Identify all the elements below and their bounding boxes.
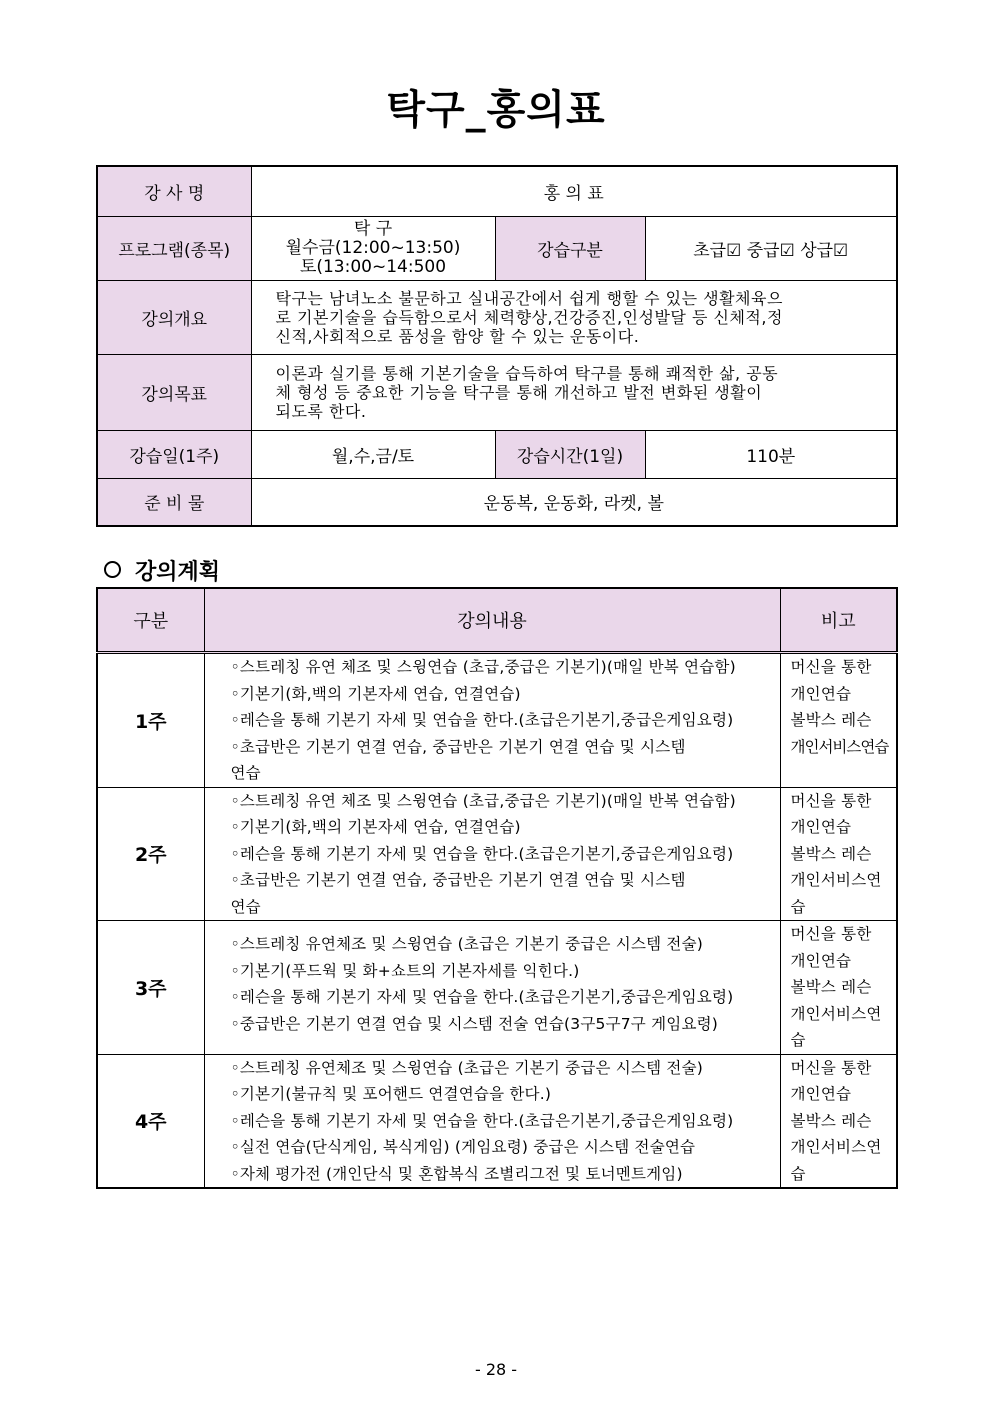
content-line: ◦중급반은 기본기 연결 연습 및 시스템 전술 연습(3구5구7구 게임요령) bbox=[230, 1014, 719, 1033]
plan-table bbox=[96, 587, 898, 1189]
note-line: 머신을 통한 bbox=[790, 658, 872, 676]
week-note bbox=[780, 921, 897, 1055]
content-line: ◦초급반은 기본기 연결 연습, 중급반은 기본기 연결 연습 및 시스템 bbox=[230, 871, 686, 889]
note-line: 개인서비스연 bbox=[790, 871, 882, 889]
content-line: ◦스트레칭 유연체조 및 스윙연습 (초급은 기본기 중급은 시스템 전술) bbox=[230, 935, 704, 953]
content-line: ◦실전 연습(단식게임, 복식게임) (게임요령) 중급은 시스템 전술연습 bbox=[230, 1138, 696, 1156]
overview-line: 신적,사회적으로 품성을 함양 할 수 있는 운동이다. bbox=[275, 326, 640, 346]
note-line: 머신을 통한 bbox=[790, 1058, 872, 1077]
note-line: 개인연습 bbox=[790, 951, 852, 970]
note-line: 머신을 통한 bbox=[790, 925, 872, 943]
level-value: 초급☑ 중급☑ 상급☑ bbox=[645, 216, 897, 280]
note-line: 개인연습 bbox=[790, 818, 852, 836]
week-label: 4주 bbox=[97, 1054, 204, 1188]
time-label: 강습시간(1일) bbox=[495, 430, 645, 478]
days-value: 월,수,금/토 bbox=[251, 430, 495, 478]
program-line: 토(13:00~14:500 bbox=[299, 256, 447, 277]
week-note bbox=[780, 1054, 897, 1188]
goal-line: 체 형성 등 중요한 기능을 탁구를 통해 개선하고 발전 변화된 생활이 bbox=[275, 382, 763, 402]
week-note bbox=[780, 787, 897, 921]
content-line: ◦레슨을 통해 기본기 자세 및 연습을 한다.(초급은기본기,중급은게임요령) bbox=[230, 711, 734, 729]
note-line: 개인서비스연습 bbox=[790, 737, 889, 756]
header-note: 비고 bbox=[780, 588, 897, 653]
info-table bbox=[96, 165, 898, 527]
note-line: 머신을 통한 bbox=[790, 791, 872, 810]
content-line: ◦초급반은 기본기 연결 연습, 중급반은 기본기 연결 연습 및 시스템 bbox=[230, 737, 686, 756]
content-line: 연습 bbox=[230, 897, 261, 916]
level-label: 강습구분 bbox=[495, 216, 645, 280]
content-line: 연습 bbox=[230, 764, 261, 782]
goal-line: 이론과 실기를 통해 기본기술을 습득하여 탁구를 통해 쾌적한 삶, 공동 bbox=[275, 363, 779, 383]
note-line: 개인서비스연 bbox=[790, 1138, 882, 1156]
header-content: 강의내용 bbox=[204, 588, 780, 653]
content-line: ◦기본기(화,백의 기본자세 연습, 연결연습) bbox=[230, 818, 521, 836]
program-line: 탁 구 bbox=[353, 218, 393, 239]
plan-section-heading bbox=[104, 555, 220, 586]
supplies-label: 준 비 물 bbox=[97, 478, 251, 526]
week-content bbox=[204, 653, 780, 788]
content-line: ◦스트레칭 유연체조 및 스윙연습 (초급은 기본기 중급은 시스템 전술) bbox=[230, 1058, 704, 1077]
note-line: 개인연습 bbox=[790, 1085, 852, 1103]
content-line: ◦기본기(불규칙 및 포어핸드 연결연습을 한다.) bbox=[230, 1085, 552, 1103]
content-line: ◦기본기(화,백의 기본자세 연습, 연결연습) bbox=[230, 684, 521, 703]
goal-text bbox=[251, 354, 897, 430]
week-content bbox=[204, 1054, 780, 1188]
note-line: 볼박스 레슨 bbox=[790, 1111, 872, 1130]
goal-line: 되도록 한다. bbox=[275, 401, 367, 421]
content-line: ◦레슨을 통해 기본기 자세 및 연습을 한다.(초급은기본기,중급은게임요령) bbox=[230, 844, 734, 863]
instructor-value: 홍 의 표 bbox=[251, 166, 897, 216]
week-label: 3주 bbox=[97, 921, 204, 1055]
note-line: 습 bbox=[790, 1031, 806, 1049]
table-row bbox=[97, 1054, 897, 1188]
circle-bullet-icon bbox=[104, 561, 121, 578]
content-line: ◦레슨을 통해 기본기 자세 및 연습을 한다.(초급은기본기,중급은게임요령) bbox=[230, 1111, 734, 1130]
week-content bbox=[204, 787, 780, 921]
note-line: 개인서비스연 bbox=[790, 1004, 882, 1023]
table-row bbox=[97, 653, 897, 788]
plan-section-title: 강의계획 bbox=[135, 560, 221, 585]
week-label: 1주 bbox=[97, 653, 204, 788]
program-value bbox=[251, 216, 495, 280]
content-line: ◦스트레칭 유연 체조 및 스윙연습 (초급,중급은 기본기)(매일 반복 연습함) bbox=[230, 791, 736, 810]
program-label: 프로그램(종목) bbox=[97, 216, 251, 280]
content-line: ◦레슨을 통해 기본기 자세 및 연습을 한다.(초급은기본기,중급은게임요령) bbox=[230, 988, 734, 1006]
table-row bbox=[97, 921, 897, 1055]
week-note bbox=[780, 653, 897, 788]
note-line: 습 bbox=[790, 897, 806, 916]
overview-label: 강의개요 bbox=[97, 280, 251, 354]
week-label: 2주 bbox=[97, 787, 204, 921]
page-title: 탁구_홍의표 bbox=[386, 87, 606, 133]
header-week: 구분 bbox=[97, 588, 204, 653]
note-line: 개인연습 bbox=[790, 684, 852, 703]
days-label: 강습일(1주) bbox=[97, 430, 251, 478]
week-content bbox=[204, 921, 780, 1055]
content-line: ◦기본기(푸드웍 및 화+쇼트의 기본자세를 익힌다.) bbox=[230, 961, 580, 980]
note-line: 볼박스 레슨 bbox=[790, 978, 872, 996]
note-line: 볼박스 레슨 bbox=[790, 711, 872, 729]
page-number: - 28 - bbox=[474, 1360, 518, 1379]
overview-line: 로 기본기술을 습득함으로서 체력향상,건강증진,인성발달 등 신체적,정 bbox=[275, 307, 783, 327]
table-row bbox=[97, 787, 897, 921]
content-line: ◦자체 평가전 (개인단식 및 혼합복식 조별리그전 및 토너멘트게임) bbox=[230, 1164, 683, 1183]
overview-text bbox=[251, 280, 897, 354]
overview-line: 탁구는 남녀노소 불문하고 실내공간에서 쉽게 행할 수 있는 생활체육으 bbox=[275, 288, 783, 308]
note-line: 볼박스 레슨 bbox=[790, 844, 872, 863]
content-line: ◦스트레칭 유연 체조 및 스윙연습 (초급,중급은 기본기)(매일 반복 연습함) bbox=[230, 658, 736, 676]
time-value: 110분 bbox=[645, 430, 897, 478]
supplies-value: 운동복, 운동화, 라켓, 볼 bbox=[251, 478, 897, 526]
note-line: 습 bbox=[790, 1164, 806, 1183]
instructor-label: 강 사 명 bbox=[97, 166, 251, 216]
program-line: 월수금(12:00~13:50) bbox=[285, 237, 461, 258]
goal-label: 강의목표 bbox=[97, 354, 251, 430]
